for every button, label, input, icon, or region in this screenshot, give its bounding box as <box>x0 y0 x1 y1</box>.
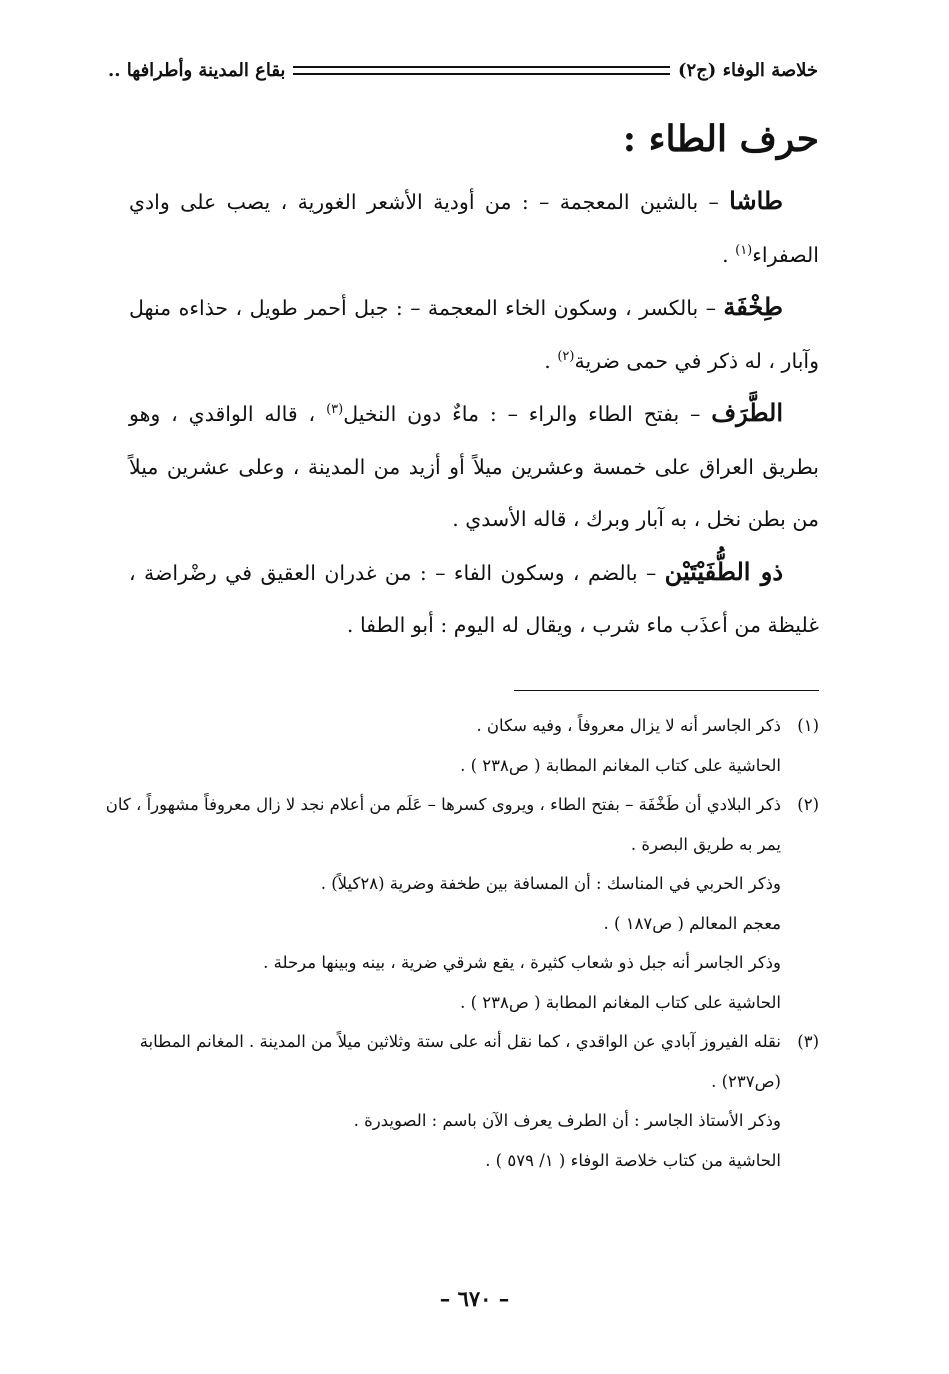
footnote-line: ذكر البلادي أن طَخْفَة – بفتح الطاء ، ويروى كسرها – عَلَم من أعلام نجد لا زال معروفاً مشهوراً ، كان يمر به طريق البصرة . <box>105 795 781 854</box>
entry-text: – بالضم ، وسكون الفاء – : من غدران العقيق في رضْراضة ، غليظة من أعذَب ماء شرب ، ويقال له اليوم : أبو الطفا . <box>129 560 819 637</box>
footnote-line: الحاشية على كتاب المغانم المطابة ( ص٢٣٨ ) . <box>460 992 781 1012</box>
entry-text: – بالشين المعجمة – : من أودية الأشعر الغورية ، يصب على وادي الصفراء <box>129 190 819 267</box>
footnote-line: ذكر الجاسر أنه لا يزال معروفاً ، وفيه سكان . <box>476 716 781 735</box>
main-text <box>129 175 819 652</box>
footnote-line: معجم المعالم ( ص١٨٧ ) . <box>603 913 781 933</box>
page-number: – ٦٧٠ – <box>439 1286 510 1311</box>
entry-tasha <box>129 175 819 281</box>
entry-text: – بالكسر ، وسكون الخاء المعجمة – : جبل أحمر طويل ، حذاءه منهل وآبار ، له ذكر في حمى ضرية <box>129 296 819 373</box>
footnote-ref: (٣) <box>326 402 344 418</box>
entry-text: ، قاله الواقدي ، وهو بطريق العراق على خمسة وعشرين ميلاً أو أزيد من المدينة ، وعلى عشرين ميلاً من بطن نخل ، به آبار وبرك ، قاله الأسدي . <box>129 402 819 531</box>
header-book-title: خلاصة الوفاء (ج٢) <box>677 59 818 81</box>
entry-text: – بفتح الطاء والراء – : ماءٌ دون النخيل <box>343 402 712 426</box>
footnote-line: وذكر الأستاذ الجاسر : أن الطرف يعرف الآن باسم : الصويدرة . <box>353 1111 781 1130</box>
entry-head: الطَّرَف <box>711 398 783 427</box>
entry-text: . <box>544 348 558 373</box>
running-header <box>108 50 818 90</box>
entry-head: ذو الطُّفَيْتَيْن <box>664 556 784 586</box>
entry-tikhfa <box>129 281 819 387</box>
footnote-ref: (٢) <box>557 348 575 364</box>
entry-head: طِخْفَة <box>723 292 783 321</box>
footnote-2 <box>104 785 819 1022</box>
footnote-3 <box>104 1022 819 1180</box>
footnote-number: (٣) <box>797 1032 819 1051</box>
entry-altaraf <box>129 387 819 546</box>
header-chapter-title: بقاع المدينة وأطرافها .. <box>108 59 286 81</box>
footnotes <box>104 706 819 1180</box>
footnote-line: نقله الفيروز آبادي عن الواقدي ، كما نقل أنه على ستة وثلاثين ميلاً من المدينة . المغانم المطابة (ص٢٣٧) . <box>139 1032 781 1091</box>
entry-dhu-altufaytayn <box>129 546 819 652</box>
footnote-line: الحاشية على كتاب المغانم المطابة ( ص٢٣٨ ) . <box>460 755 781 775</box>
section-title: حرف الطاء : <box>622 118 819 160</box>
entry-head: طاشا <box>729 186 783 215</box>
footnote-ref: (١) <box>735 242 753 258</box>
header-rule <box>293 66 670 75</box>
footnote-separator <box>514 690 819 691</box>
footnote-number: (٢) <box>797 795 819 814</box>
entry-text: . <box>722 242 736 267</box>
footnote-line: وذكر الجاسر أنه جبل ذو شعاب كثيرة ، يقع شرقي ضرية ، بينه وبينها مرحلة . <box>263 953 781 972</box>
footnote-line: الحاشية من كتاب خلاصة الوفاء ( ١/ ٥٧٩ ) . <box>485 1150 781 1170</box>
footnote-line: وذكر الحربي في المناسك : أن المسافة بين طخفة وضرية (٢٨كيلاً) . <box>320 874 781 893</box>
footnote-number: (١) <box>797 716 819 735</box>
footnote-1 <box>104 706 819 785</box>
